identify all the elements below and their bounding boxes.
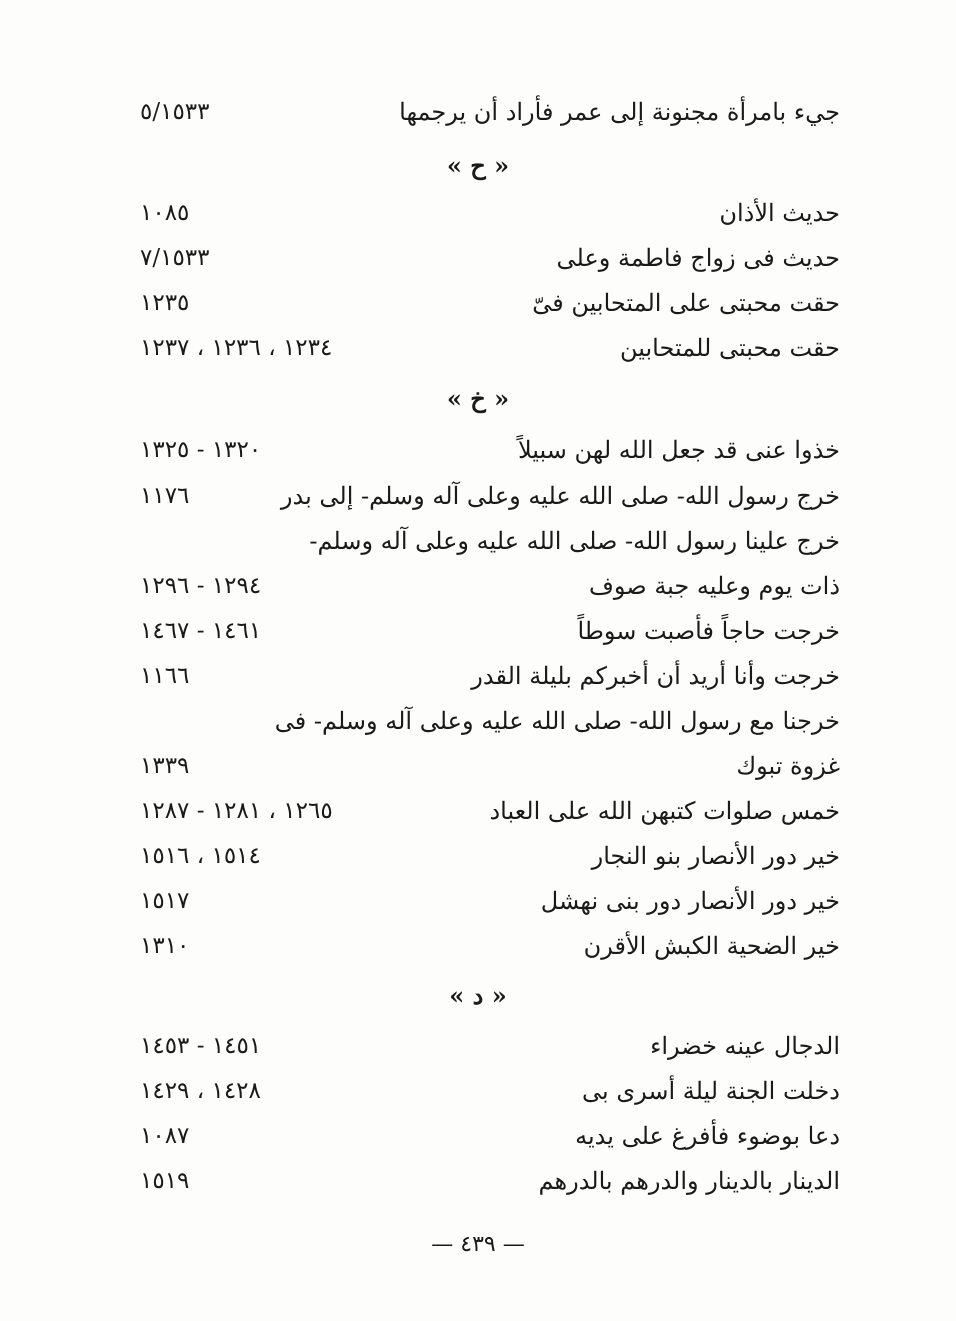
index-entry — [140, 701, 840, 741]
entry-reference: ١٣١٠ — [140, 933, 190, 959]
index-entry — [140, 926, 840, 966]
entry-reference: ١٥١٩ — [140, 1168, 190, 1194]
entry-reference: ١٢٣٤ ، ١٢٣٦ ، ١٢٣٧ — [140, 335, 333, 361]
page-number: — ٤٣٩ — — [431, 1232, 525, 1257]
entry-reference: ١٠٨٥ — [140, 200, 190, 226]
entry-reference: ١٢٣٥ — [140, 290, 190, 316]
index-entry — [140, 92, 840, 132]
entry-text: حديث الأذان — [719, 199, 840, 227]
entry-text: حقت محبتى على المتحابين فىّ — [532, 289, 840, 317]
entry-reference: ١٥١٧ — [140, 888, 190, 914]
entry-text: حديث فى زواج فاطمة وعلى — [556, 244, 840, 272]
entry-reference: ١١٦٦ — [140, 663, 190, 689]
index-entry — [140, 791, 840, 831]
entry-text: جيء بامرأة مجنونة إلى عمر فأراد أن يرجمها — [399, 98, 840, 126]
index-entry — [140, 476, 840, 516]
entry-text: خرج علينا رسول الله- صلى الله عليه وعلى آله وسلم- — [309, 527, 840, 555]
index-entry — [140, 430, 840, 470]
index-entry — [140, 283, 840, 323]
index-entry — [140, 328, 840, 368]
entry-reference: ١٢٦٥ ، ١٢٨١ - ١٢٨٧ — [140, 798, 333, 824]
index-entry — [140, 881, 840, 921]
entry-text: ذات يوم وعليه جبة صوف — [589, 572, 840, 600]
entry-reference: ٥/١٥٣٣ — [140, 99, 210, 125]
entry-text: خير الضحية الكبش الأقرن — [583, 932, 840, 960]
entry-reference: ١٣٢٠ - ١٣٢٥ — [140, 437, 262, 463]
section-heading: « ح » — [446, 151, 510, 180]
entry-reference: ١٠٨٧ — [140, 1123, 190, 1149]
entry-text: خذوا عنى قد جعل الله لهن سبيلاً — [517, 436, 840, 464]
entry-text: دعا بوضوء فأفرغ على يديه — [575, 1122, 840, 1150]
entry-text: دخلت الجنة ليلة أسرى بى — [582, 1077, 840, 1105]
entry-text: خير دور الأنصار دور بنى نهشل — [540, 887, 840, 915]
entry-reference: ١٣٣٩ — [140, 753, 190, 779]
index-entry — [140, 193, 840, 233]
index-entry — [140, 566, 840, 606]
entry-text: خمس صلوات كتبهن الله على العباد — [489, 797, 840, 825]
index-entry — [140, 836, 840, 876]
entry-text: غزوة تبوك — [736, 752, 840, 780]
index-entry — [140, 1071, 840, 1111]
entry-text: حقت محبتى للمتحابين — [619, 334, 840, 362]
entry-reference: ١٥١٤ ، ١٥١٦ — [140, 843, 261, 869]
entry-text: خير دور الأنصار بنو النجار — [591, 842, 840, 870]
entry-reference: ١٢٩٤ - ١٢٩٦ — [140, 573, 262, 599]
entry-text: خرجت حاجاً فأصبت سوطاً — [577, 617, 840, 645]
index-entry — [140, 1161, 840, 1201]
entry-reference: ١٤٥١ - ١٤٥٣ — [140, 1033, 262, 1059]
index-entry — [140, 656, 840, 696]
index-entry — [140, 1026, 840, 1066]
entry-reference: ١١٧٦ — [140, 483, 190, 509]
index-entry — [140, 521, 840, 561]
entry-reference: ١٤٢٨ ، ١٤٢٩ — [140, 1078, 261, 1104]
entry-text: خرجنا مع رسول الله- صلى الله عليه وعلى آله وسلم- فى — [274, 707, 840, 735]
index-entry — [140, 746, 840, 786]
index-entry — [140, 238, 840, 278]
index-entry — [140, 611, 840, 651]
entry-reference: ١٤٦١ - ١٤٦٧ — [140, 618, 262, 644]
entry-reference: ٧/١٥٣٣ — [140, 245, 210, 271]
index-entry — [140, 1116, 840, 1156]
entry-text: الدجال عينه خضراء — [650, 1032, 840, 1060]
entry-text: خرجت وأنا أريد أن أخبركم بليلة القدر — [471, 662, 840, 690]
section-heading: « د » — [449, 981, 507, 1010]
entry-text: الدينار بالدينار والدرهم بالدرهم — [538, 1167, 840, 1195]
section-heading: « خ » — [446, 384, 510, 413]
entry-text: خرج رسول الله- صلى الله عليه وعلى آله وسلم- إلى بدر — [280, 482, 840, 510]
